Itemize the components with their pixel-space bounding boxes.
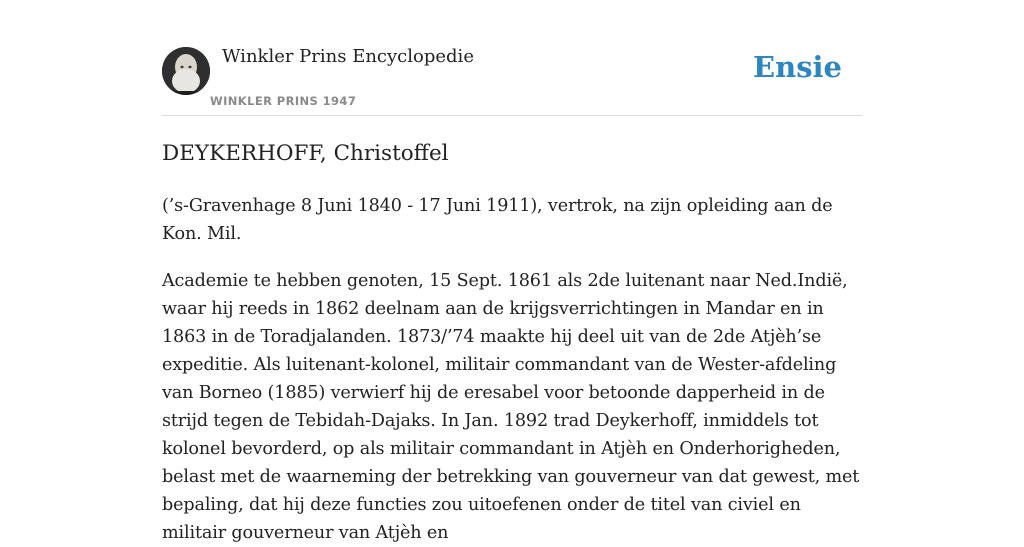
site-title[interactable]: Winkler Prins Encyclopedie	[222, 46, 474, 67]
article-title: DEYKERHOFF, Christoffel	[162, 141, 449, 166]
site-subtitle: WINKLER PRINS 1947	[210, 94, 357, 108]
article-paragraph: (’s-Gravenhage 8 Juni 1840 - 17 Juni 1911), vertrok, na zijn opleiding aan de Kon. Mil.	[162, 196, 833, 244]
page	[162, 0, 862, 543]
site-header	[162, 0, 862, 116]
avatar[interactable]	[162, 47, 210, 95]
portrait-avatar-icon	[162, 47, 210, 95]
ensie-logo[interactable]: Ensie	[753, 50, 842, 84]
article-paragraph: Academie te hebben genoten, 15 Sept. 1861 als 2de luitenant naar Ned.Indië, waar hij reeds in 1862 deelnam aan de krijgsverrichtingen in Mandar en in 1863 in de Toradjalanden. 1873/’74 maakte hij deel uit van de 2de Atjèh’se expeditie. Als luitenant-kolonel, militair commandant van de Wester-afdeling van Borneo (1885) verwierf hij de eresabel voor betoonde dapperheid in de strijd tegen de Tebidah-Dajaks. In Jan. 1892 trad Deykerhoff, inmiddels tot kolonel bevorderd, op als militair commandant in Atjèh en Onderhorigheden, belast met de waarneming der betrekking van gouverneur van dat gewest, met bepaling, dat hij deze functies zou uitoefenen onder de titel van civiel en militair gouverneur van Atjèh en	[162, 271, 860, 543]
